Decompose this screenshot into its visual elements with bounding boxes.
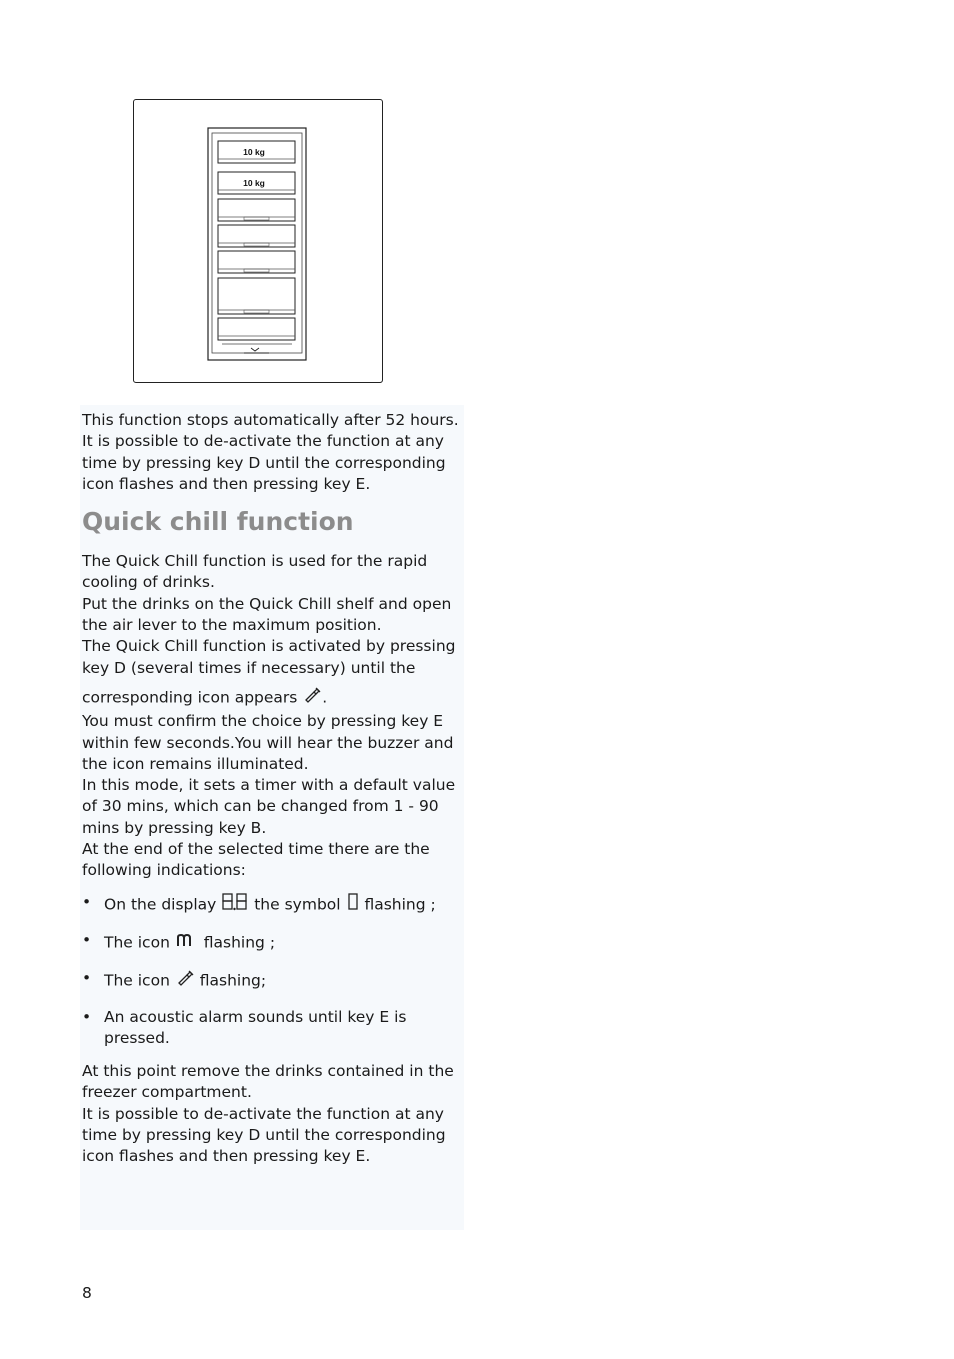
drawer-label-1: 10 kg <box>243 147 265 157</box>
paragraph-4-end: . <box>322 688 328 707</box>
section-paragraph-4 <box>82 685 462 711</box>
bullet-2-post: flashing ; <box>203 933 276 952</box>
m-icon <box>175 930 199 956</box>
list-item <box>82 930 462 956</box>
closing-paragraph-2: It is possible to de-activate the function at any time by pressing key D until the corresponding icon flashes and then pressing key E. <box>82 1104 446 1166</box>
text-column <box>82 410 462 1168</box>
bottle-icon <box>175 968 195 994</box>
section-paragraph-5: You must confirm the choice by pressing key E within few seconds.You will hear the buzzer and the icon remains illuminated. <box>82 712 454 773</box>
bullet-1-post: flashing ; <box>364 895 436 914</box>
segment-display-icon <box>221 892 249 918</box>
closing-paragraph-1: At this point remove the drinks contained in the freezer compartment. <box>82 1062 454 1102</box>
indications-list <box>82 892 462 1049</box>
list-item <box>82 968 462 994</box>
bullet-1-mid: the symbol <box>254 895 341 914</box>
section-paragraph-2: Put the drinks on the Quick Chill shelf and open the air lever to the maximum position. <box>82 594 452 635</box>
paragraph-4-text: corresponding icon appears <box>82 688 298 707</box>
list-item: • An acoustic alarm sounds until key E is pressed. <box>82 1007 462 1050</box>
freezer-figure <box>133 99 383 383</box>
section-paragraph-7: At the end of the selected time there are the following indications: <box>82 840 430 880</box>
section-title: Quick chill function <box>82 507 354 537</box>
bullet-3-pre: The icon <box>104 971 170 990</box>
page-number: 8 <box>82 1284 92 1302</box>
section-paragraph-6: In this mode, it sets a timer with a default value of 30 mins, which can be changed from 1 - 90 mins by pressing key B. <box>82 776 456 837</box>
intro-line-2: It is possible to de-activate the function at any time by pressing key D until the corresponding icon flashes and then pressing key E. <box>82 432 446 493</box>
freezer-drawers-illustration <box>134 100 384 384</box>
bullet-1-pre: On the display <box>104 895 217 914</box>
section-paragraph-3: The Quick Chill function is activated by pressing key D (several times if necessary) until the <box>82 637 456 677</box>
drawer-label-2: 10 kg <box>243 178 265 188</box>
intro-line-1: This function stops automatically after 52 hours. <box>82 411 459 429</box>
bullet-3-post: flashing; <box>199 971 267 990</box>
section-paragraph-1: The Quick Chill function is used for the rapid cooling of drinks. <box>82 552 428 592</box>
bottle-icon <box>302 685 322 711</box>
zero-segment-icon <box>346 892 360 918</box>
bullet-2-pre: The icon <box>104 933 170 952</box>
list-item <box>82 892 462 918</box>
